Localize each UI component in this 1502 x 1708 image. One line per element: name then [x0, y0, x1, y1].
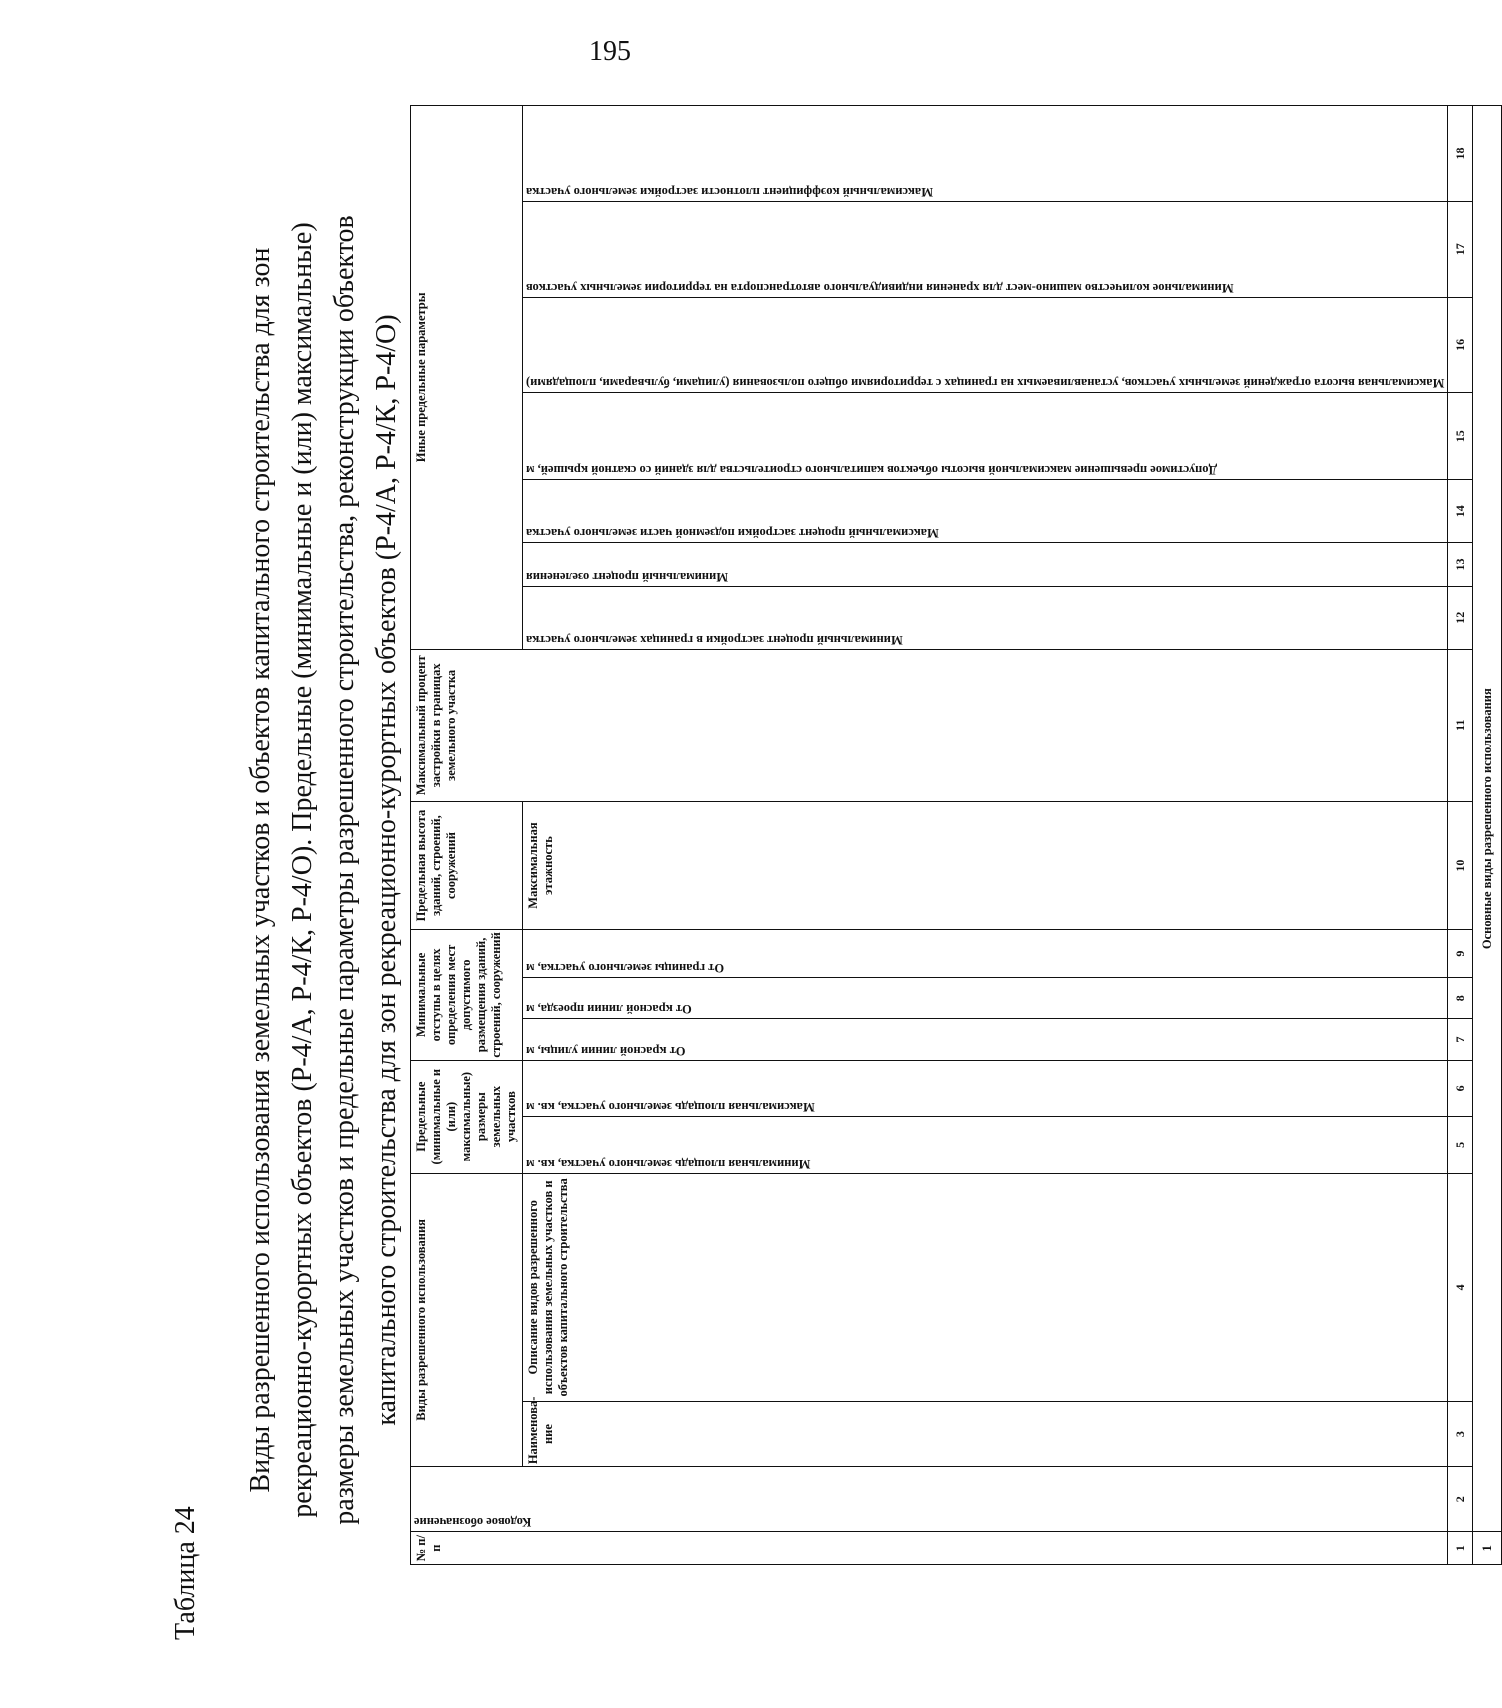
header-name: Наименова-ние: [523, 1401, 1448, 1466]
col-number: 15: [1448, 393, 1473, 480]
section-title: Основные виды разрешенного использования: [1473, 106, 1502, 1532]
col-number: 4: [1448, 1173, 1473, 1401]
header-setback-passage: От красной линии проезда, м: [523, 978, 1448, 1019]
header-min-greening: Минимальный процент озеленения: [523, 543, 1448, 586]
header-min-area: Минимальная площадь земельного участка, кв. м: [523, 1117, 1448, 1174]
col-number: 7: [1448, 1019, 1473, 1060]
header-group-height: Предельная высота зданий, строений, сооружений: [411, 801, 523, 929]
table-caption: Таблица 24: [170, 1506, 201, 1640]
col-number: 9: [1448, 930, 1473, 978]
header-group-setbacks: Минимальные отступы в целях определения мест допустимого размещения зданий, строений, сооружений: [411, 930, 523, 1060]
header-description: Описание видов разрешенного использования земельных участков и объектов капитального строительства: [523, 1173, 1448, 1401]
header-setback-boundary: От границы земельного участка, м: [523, 930, 1448, 978]
header-density-ratio: Максимальный коэффициент плотности застройки земельного участка: [523, 106, 1448, 202]
col-number: 13: [1448, 543, 1473, 586]
header-group-vri: Виды разрешенного использования: [411, 1173, 523, 1467]
col-number: 10: [1448, 801, 1473, 929]
header-roof-height-excess: Допустимое превышение максимальной высоты объектов капитального строительства для зданий со скатной крышей, м: [523, 393, 1448, 480]
col-number: 17: [1448, 201, 1473, 297]
col-number: 12: [1448, 586, 1473, 649]
header-max-underground: Максимальный процент застройки подземной части земельного участка: [523, 480, 1448, 543]
header-setback-street: От красной линии улицы, м: [523, 1019, 1448, 1060]
col-number: 6: [1448, 1060, 1473, 1117]
header-max-fence-height: Максимальная высота ограждений земельных участков, устанавливаемых на границах с территориями общего пользования (улицами, бульварами, площадями): [523, 297, 1448, 393]
col-number: 8: [1448, 978, 1473, 1019]
section-number: 1: [1473, 1532, 1502, 1565]
table-heading: Виды разрешенного использования земельных участков и объектов капитального строительства для зон рекреационно-курортных объектов (Р-4/А, Р-4/К, Р-4/О). Предельные (минимальные и (или) максимальные) размеры земельных участков и предельные параметры разрешенного строительства, реконструкции объектов капитального строительства для зон рекреационно-курортных объектов (Р-4/А, Р-4/К, Р-4/О): [245, 215, 402, 1525]
col-number: 18: [1448, 106, 1473, 202]
col-number: 2: [1448, 1467, 1473, 1532]
header-number: № п/п: [411, 1532, 1448, 1565]
column-number-row: [1448, 106, 1473, 1565]
col-number: 3: [1448, 1401, 1473, 1466]
col-number: 1: [1448, 1532, 1473, 1565]
col-number: 11: [1448, 649, 1473, 801]
col-number: 5: [1448, 1117, 1473, 1174]
zoning-parameters-table: [410, 105, 1502, 1565]
col-number: 16: [1448, 297, 1473, 393]
header-min-parking: Минимальное количество машино-мест для хранения индивидуального автотранспорта на территории земельных участков: [523, 201, 1448, 297]
header-group-sizes: Предельные (минимальные и (или) максимальные) размеры земельных участков: [411, 1060, 523, 1173]
header-max-floors: Максимальная этажность: [523, 801, 1448, 929]
col-number: 14: [1448, 480, 1473, 543]
rotated-page-content: [170, 80, 1494, 1640]
header-min-build-percent: Минимальный процент застройки в границах земельного участка: [523, 586, 1448, 649]
header-code: Кодовое обозначение: [411, 1467, 1448, 1532]
header-max-build-percent: Максимальный процент застройки в границах земельного участка: [411, 649, 1448, 801]
header-group-other: Иные предельные параметры: [411, 106, 523, 650]
section-row: [1473, 106, 1502, 1565]
page-number: 195: [589, 36, 631, 67]
header-max-area: Максимальная площадь земельного участка, кв. м: [523, 1060, 1448, 1117]
